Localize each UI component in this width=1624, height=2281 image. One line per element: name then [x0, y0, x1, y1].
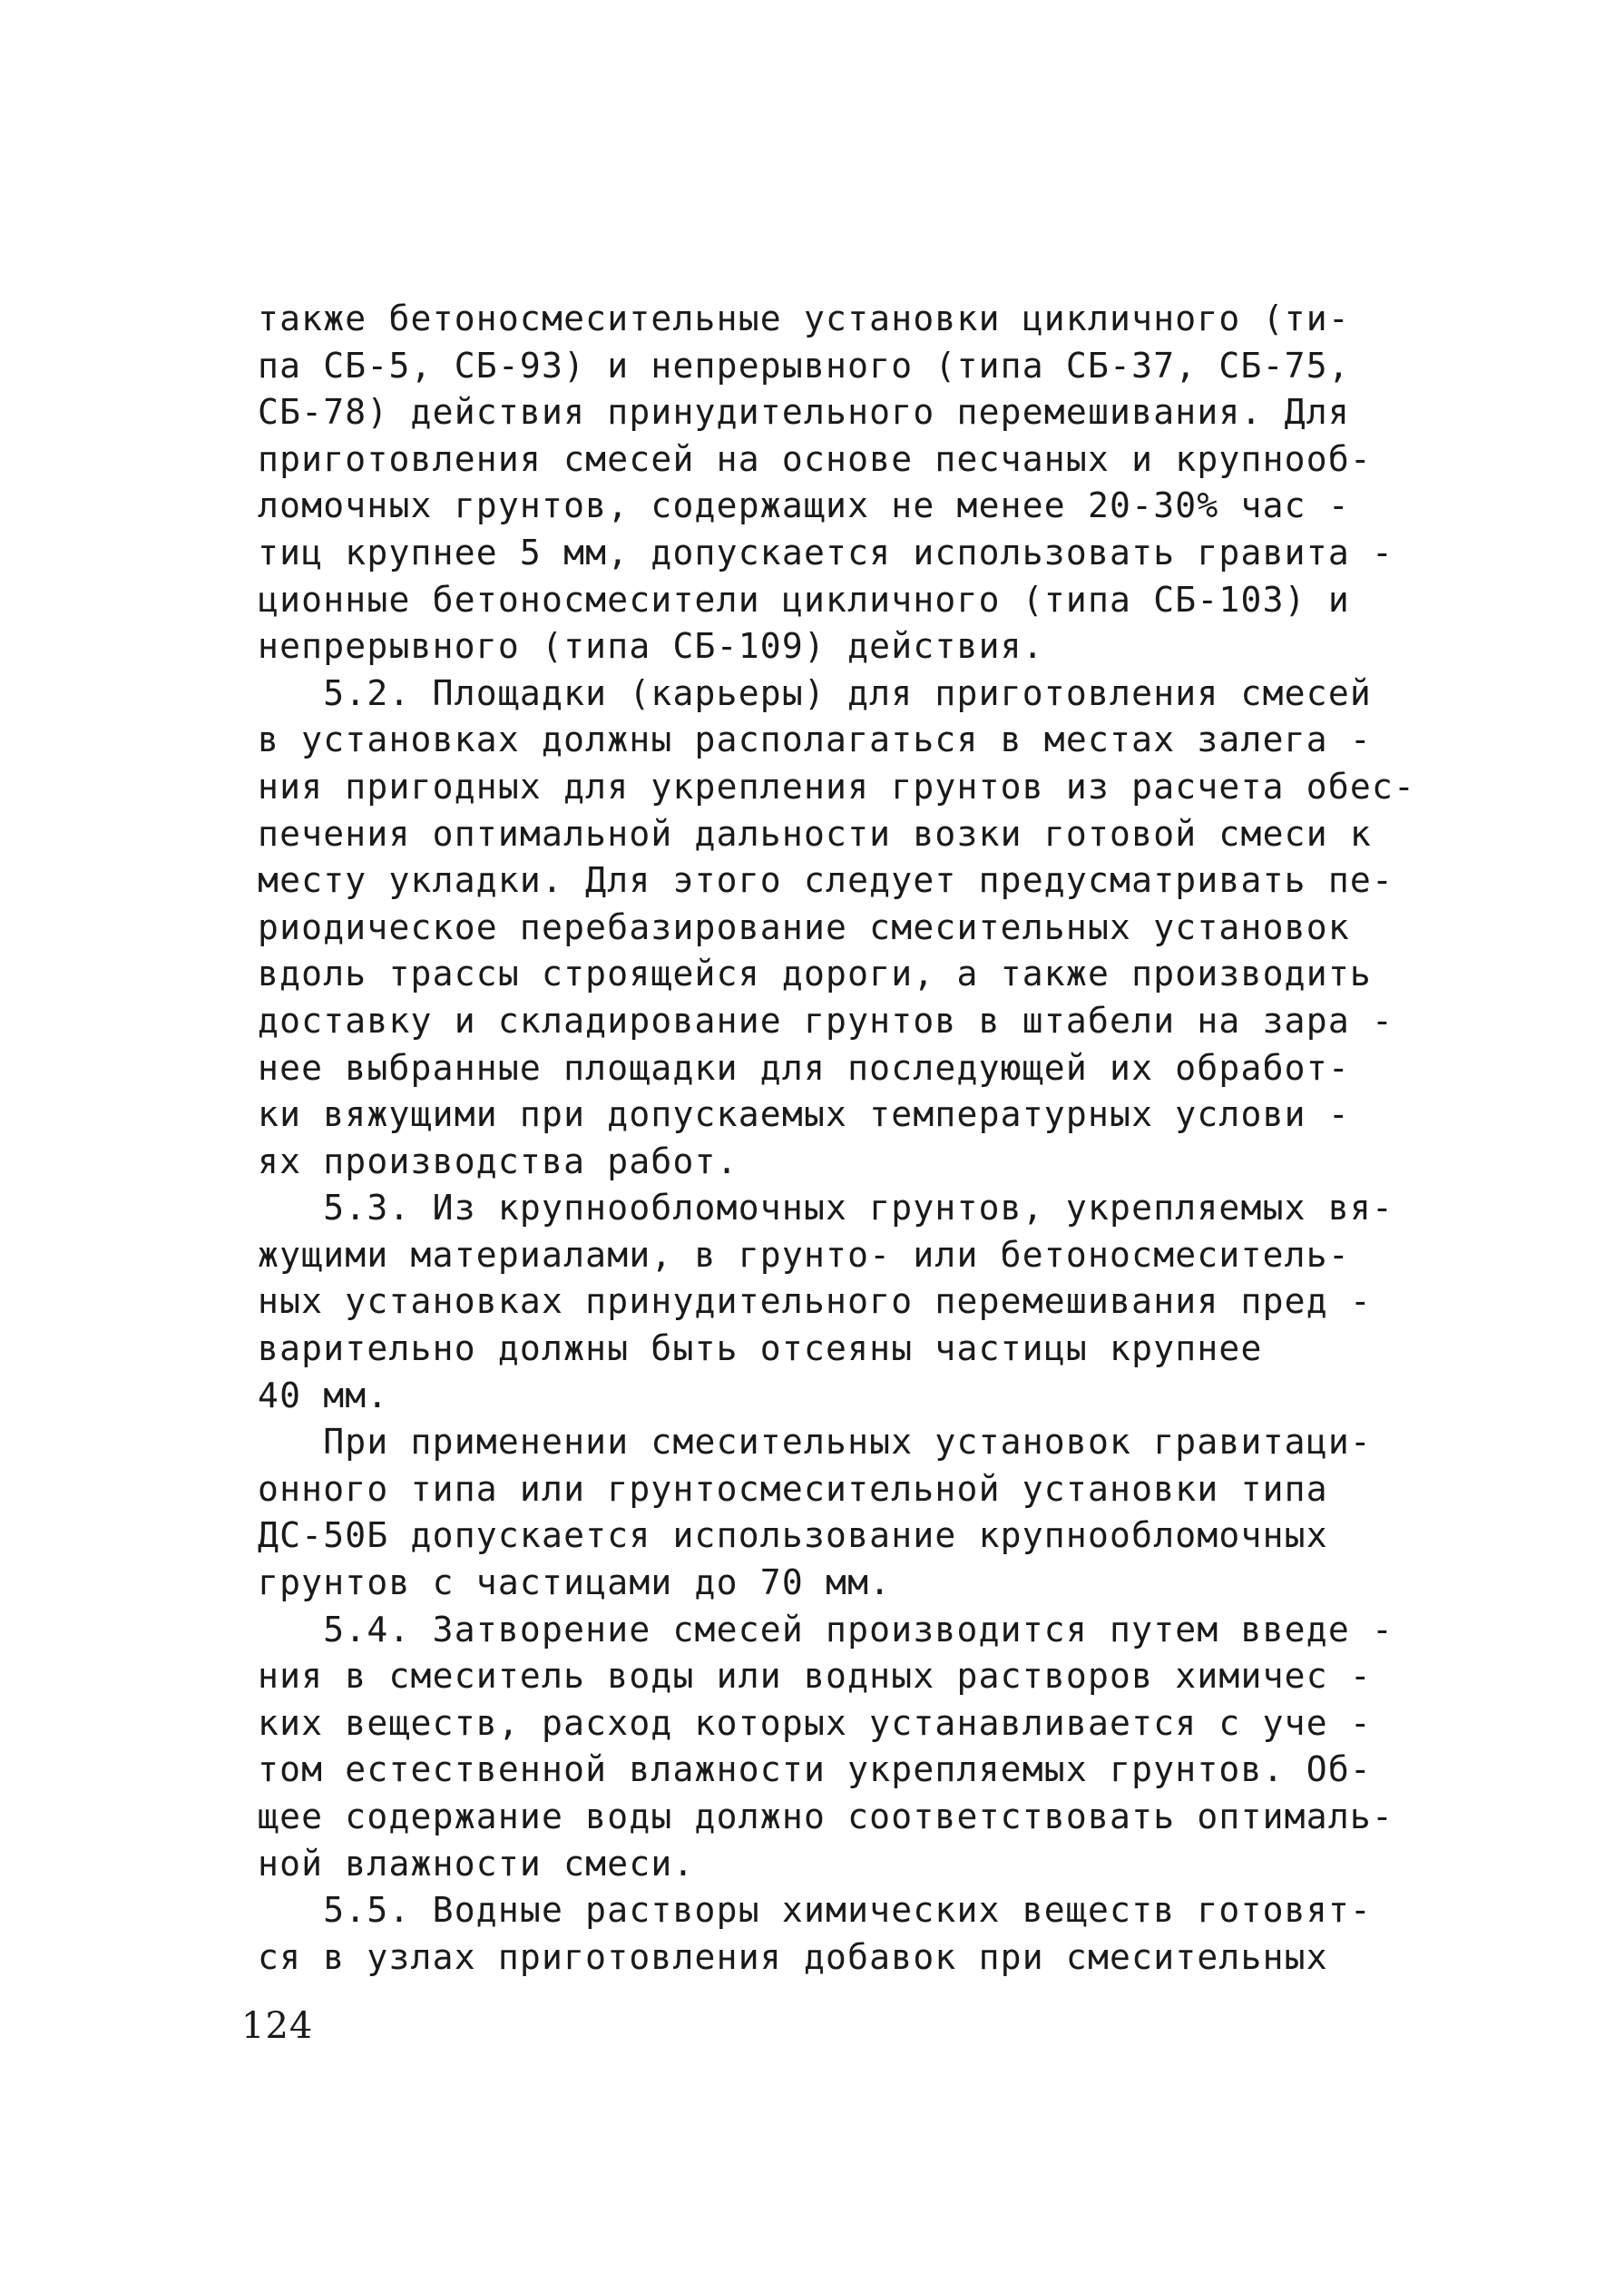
text-line: ких веществ, расход которых устанавливается с уче -	[258, 1702, 1372, 1743]
text-line: также бетоносмесительные установки цикличного (ти-	[258, 299, 1350, 338]
text-line: печения оптимальной дальности возки готовой смеси к	[258, 813, 1372, 854]
text-line: ния пригодных для укрепления грунтов из расчета обес-	[258, 766, 1416, 807]
text-line: нее выбранные площадки для последующей их обработ-	[258, 1047, 1350, 1088]
text-line: СБ-78) действия принудительного перемешивания. Для	[258, 392, 1350, 433]
text-line: ния в смеситель воды или водных растворов химичес -	[258, 1656, 1372, 1697]
text-line: ДС-50Б допускается использование крупнообломочных	[258, 1515, 1328, 1556]
text-line: онного типа или грунтосмесительной установки типа	[258, 1468, 1328, 1509]
text-line: непрерывного (типа СБ-109) действия.	[258, 626, 1044, 667]
text-line: варительно должны быть отсеяны частицы крупнее	[258, 1328, 1263, 1369]
text-line: приготовления смесей на основе песчаных и крупнооб-	[258, 438, 1372, 479]
text-line: в установках должны располагаться в местах залега -	[258, 720, 1372, 760]
text-line: ломочных грунтов, содержащих не менее 20-30% час -	[258, 485, 1350, 526]
text-line: ях производства работ.	[258, 1140, 739, 1181]
text-line: щее содержание воды должно соответствовать оптималь-	[258, 1796, 1394, 1836]
text-line: тиц крупнее 5 мм, допускается использовать гравита -	[258, 532, 1394, 573]
text-line: 5.4. Затворение смесей производится путем введе -	[258, 1609, 1394, 1650]
text-line: том естественной влажности укрепляемых грунтов. Об-	[258, 1749, 1372, 1790]
text-line: ных установках принудительного перемешивания пред -	[258, 1281, 1372, 1322]
text-line: 5.2. Площадки (карьеры) для приготовления смесей	[258, 672, 1372, 713]
text-line: доставку и складирование грунтов в штабели на зара -	[258, 1000, 1394, 1041]
text-line: жущими материалами, в грунто- или бетоносмеситель-	[258, 1234, 1350, 1275]
text-line: па СБ-5, СБ-93) и непрерывного (типа СБ-37, СБ-75,	[258, 345, 1350, 386]
text-line: 5.3. Из крупнообломочных грунтов, укрепляемых вя-	[258, 1188, 1394, 1229]
text-line: ся в узлах приготовления добавок при смесительных	[258, 1936, 1328, 1977]
text-line: 40 мм.	[258, 1375, 389, 1415]
text-line: риодическое перебазирование смесительных установок	[258, 906, 1350, 947]
text-line: месту укладки. Для этого следует предусматривать пе-	[258, 860, 1394, 901]
text-line: ционные бетоносмесители цикличного (типа СБ-103) и	[258, 579, 1350, 620]
text-line: При применении смесительных установок гравитаци-	[258, 1422, 1372, 1463]
text-line: 5.5. Водные растворы химических веществ готовят-	[258, 1890, 1372, 1931]
body-text	[258, 296, 1446, 1981]
text-line: вдоль трассы строящейся дороги, а также производить	[258, 954, 1372, 994]
page-number: 124	[241, 2005, 314, 2047]
text-line: ки вяжущими при допускаемых температурных услови -	[258, 1094, 1350, 1135]
text-line: грунтов с частицами до 70 мм.	[258, 1562, 892, 1603]
text-line: ной влажности смеси.	[258, 1843, 695, 1884]
